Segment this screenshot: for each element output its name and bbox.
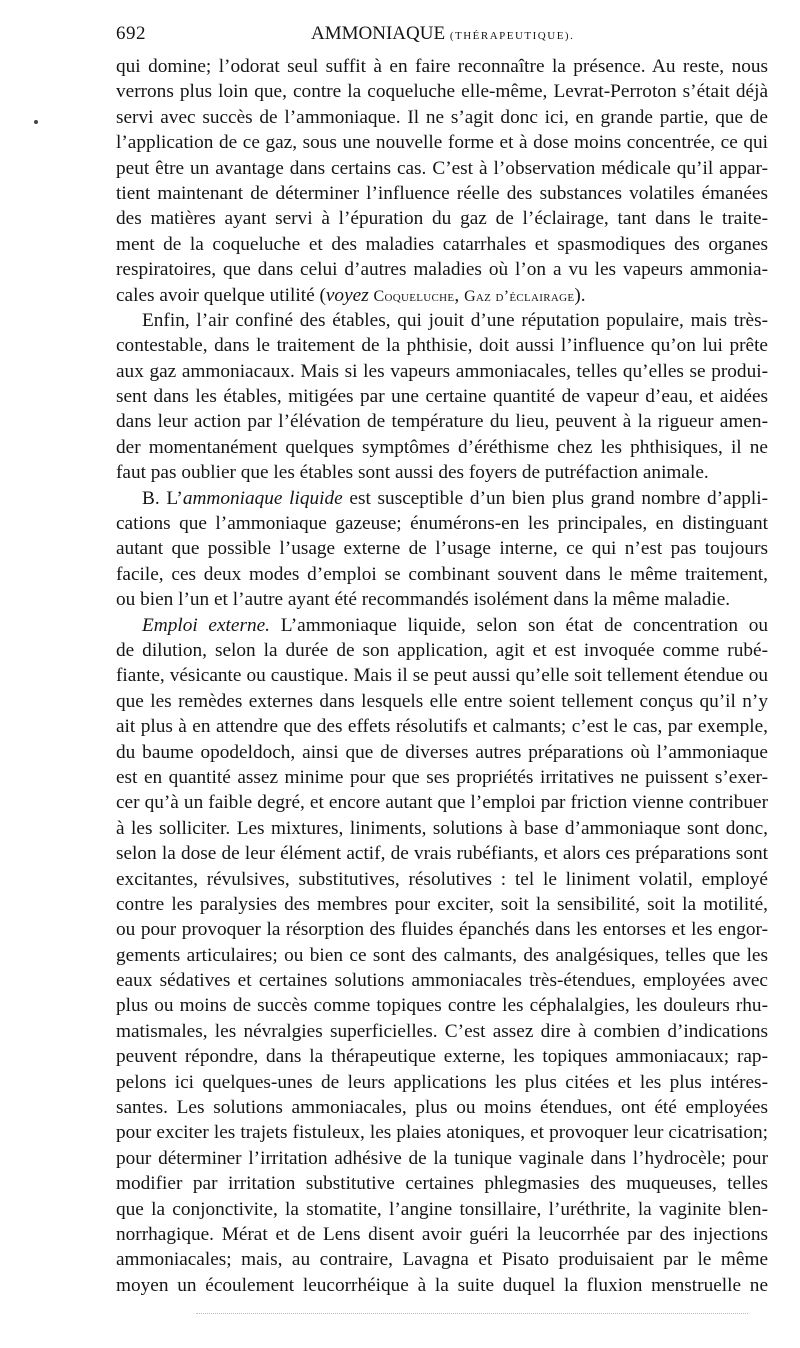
- small-caps-text: Coqueluche: [373, 287, 455, 305]
- text-line: pelons ici quelques-unes de leurs applications les plus citées et les plus intéres-: [116, 1071, 768, 1093]
- text-line: Enfin, l’air confiné des étables, qui jouit d’une réputation populaire, mais très-: [142, 309, 768, 331]
- text-run: L’ammoniaque liquide, selon son état de concentration ou: [270, 614, 769, 636]
- text-line: eaux sédatives et certaines solutions ammoniacales très-étendues, employées avec: [116, 970, 768, 992]
- text-line: santes. Les solutions ammoniacales, plus ou moins étendues, ont été employées: [116, 1097, 768, 1119]
- text-line: facile, ces deux modes d’emploi se combinant souvent dans le même traitement,: [116, 563, 768, 585]
- text-line: faut pas oublier que les étables sont aussi des foyers de putréfaction animale.: [116, 462, 709, 484]
- running-title-main: AMMONIAQUE: [311, 23, 446, 44]
- text-line: aux gaz ammoniacaux. Mais si les vapeurs ammoniacales, telles qu’elles se produi-: [116, 360, 768, 382]
- text-line: tient maintenant de déterminer l’influence réelle des substances volatiles émanées: [116, 182, 768, 204]
- text-line: cer qu’à un faible degré, et encore autant que l’emploi par friction vienne contribuer: [116, 792, 768, 814]
- text-line: peuvent répondre, dans la thérapeutique externe, les topiques ammoniacaux; rap-: [116, 1046, 768, 1068]
- text-line: que les remèdes externes dans lesquels elle entre soient tellement conçus qu’il n’y: [116, 690, 768, 712]
- body-text: [116, 54, 768, 1298]
- small-caps-text: Gaz d’éclairage: [464, 287, 575, 305]
- text-line: excitantes, révulsives, substitutives, résolutives : tel le liniment volatil, employé: [116, 868, 768, 890]
- bottom-show-through: [196, 1313, 748, 1314]
- text-line: modifier par irritation substitutive certaines phlegmasies des muqueuses, telles: [116, 1173, 768, 1195]
- text-line: respiratoires, que dans celui d’autres maladies où l’on a vu les vapeurs ammonia-: [116, 259, 768, 281]
- text-line: ou pour provoquer la résorption des fluides épanchés dans les entorses et les engor-: [116, 919, 768, 941]
- text-line: matismales, les névralgies superficielles. C’est assez dire à combien d’indications: [116, 1020, 768, 1042]
- text-line: ment de la coqueluche et des maladies catarrhales et spasmodiques des organes: [116, 233, 768, 255]
- text-line: moyen un écoulement leucorrhéique à la suite duquel la fluxion menstruelle ne: [116, 1274, 768, 1296]
- text-line: à les solliciter. Les mixtures, liniments, solutions à base d’ammoniaque sont donc,: [116, 817, 768, 839]
- text-line: peut être un avantage dans certains cas. C’est à l’observation médicale qu’il appar-: [116, 157, 768, 179]
- text-line: verrons plus loin que, contre la coqueluche elle-même, Levrat-Perroton s’était déjà: [116, 81, 768, 103]
- text-run: ,: [454, 284, 465, 306]
- text-line: de dilution, selon la durée de son application, agit et est invoquée comme rubé-: [116, 639, 768, 661]
- running-title: [311, 23, 574, 45]
- text-line: que la conjonctivite, la stomatite, l’angine tonsillaire, l’uréthrite, la vaginite blen-: [116, 1198, 768, 1220]
- running-title-subtitle: (THÉRAPEUTIQUE).: [449, 30, 575, 42]
- text-line: der momentanément quelques symptômes d’éréthisme chez les phthisiques, il ne: [116, 436, 768, 458]
- text-run: ).: [574, 284, 586, 306]
- text-line: pour exciter les trajets fistuleux, les plaies atoniques, et provoquer leur cicatrisation;: [116, 1122, 768, 1144]
- text-line: contestable, dans le traitement de la phthisie, doit aussi l’influence qu’on lui prête: [116, 335, 768, 357]
- italic-text: Emploi externe.: [142, 614, 270, 636]
- text-line: selon la dose de leur élément actif, de vrais rubéfiants, et alors ces préparations sont: [116, 843, 768, 865]
- text-line: dans leur action par l’élévation de température du lieu, peuvent à la rigueur amen-: [116, 411, 768, 433]
- text-line: plus ou moins de succès comme topiques contre les céphalalgies, les douleurs rhu-: [116, 995, 768, 1017]
- text-line: servi avec succès de l’ammoniaque. Il ne s’agit donc ici, en grande partie, que de: [116, 106, 768, 128]
- text-line: des matières ayant servi à l’épuration du gaz de l’éclairage, tant dans le traite-: [116, 208, 768, 230]
- running-header: [116, 23, 768, 49]
- text-line: fiante, vésicante ou caustique. Mais il se peut aussi qu’elle soit tellement étendue ou: [116, 665, 768, 687]
- text-line: pour déterminer l’irritation adhésive de la tunique vaginale dans l’hydrocèle; pour: [116, 1147, 768, 1169]
- text-line: [116, 486, 768, 511]
- text-line: cations que l’ammoniaque gazeuse; énumérons-en les principales, en distinguant: [116, 513, 768, 535]
- text-line: autant que possible l’usage externe de l’usage interne, ce qui n’est pas toujours: [116, 538, 768, 560]
- text-line: est en quantité assez minime pour que ses propriétés irritatives ne puissent s’exer-: [116, 766, 768, 788]
- text-line: ou bien l’un et l’autre ayant été recommandés isolément dans la même maladie.: [116, 589, 731, 611]
- text-line: ait plus à en attendre que des effets résolutifs et calmants; c’est le cas, par exemple,: [116, 716, 768, 738]
- text-run: est susceptible d’un bien plus grand nombre d’appli-: [342, 487, 768, 509]
- text-line: l’application de ce gaz, sous une nouvelle forme et à dose moins concentrée, ce qui: [116, 132, 768, 154]
- text-line: gements articulaires; ou bien ce sont des calmants, des analgésiques, telles que les: [116, 944, 768, 966]
- text-run: B. L’: [142, 487, 183, 509]
- text-run: cales avoir quelque utilité (: [116, 284, 326, 306]
- text-line: [116, 283, 768, 308]
- italic-text: voyez: [325, 284, 369, 306]
- page-number: 692: [116, 23, 146, 44]
- italic-text: ammoniaque liquide: [182, 487, 343, 509]
- text-line: qui domine; l’odorat seul suffit à en faire reconnaître la présence. Au reste, nous: [116, 56, 768, 77]
- text-line: norrhagique. Mérat et de Lens disent avoir guéri la leucorrhée par des injections: [116, 1223, 768, 1245]
- text-line: contre les paralysies des membres pour exciter, soit la sensibilité, soit la motilité,: [116, 893, 768, 915]
- text-line: sent dans les étables, mitigées par une certaine quantité de vapeur d’eau, et aidées: [116, 386, 768, 408]
- margin-mark: [34, 120, 38, 124]
- text-line: ammoniacales; mais, au contraire, Lavagna et Pisato produisaient par le même: [116, 1249, 768, 1271]
- text-line: [116, 613, 768, 638]
- text-line: du baume opodeldoch, ainsi que de diverses autres préparations où l’ammoniaque: [116, 741, 768, 763]
